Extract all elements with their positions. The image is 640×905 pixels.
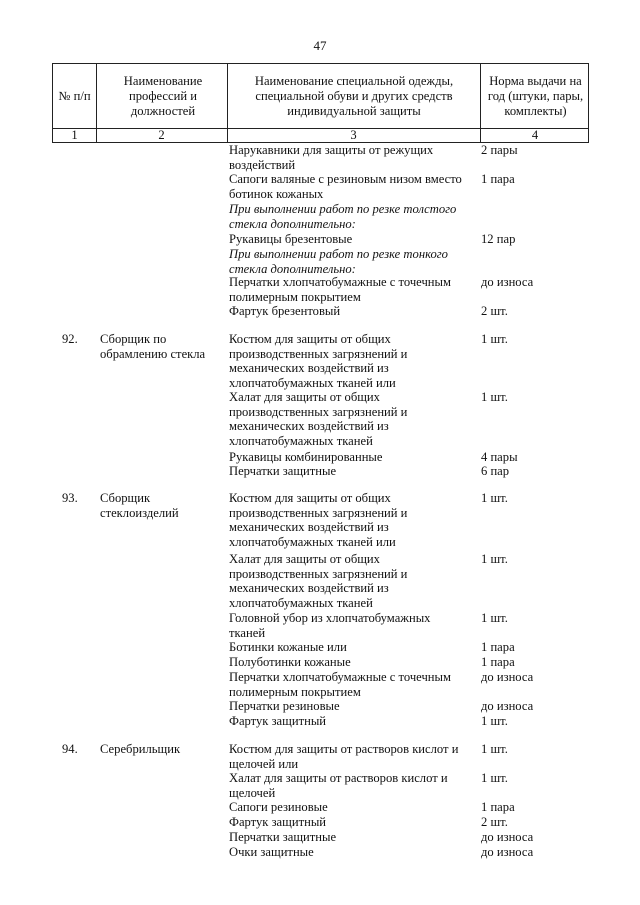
profession-name: Сборщик [100,491,151,505]
issue-norm: 4 пары [481,450,518,464]
equipment-item: Костюм для защиты от общих [229,332,391,346]
equipment-item: механических воздействий из [229,419,389,434]
profession-name: Сборщик по [100,332,167,346]
condition-note: При выполнении работ по резке толстого [229,202,457,216]
issue-norm: 1 шт. [481,742,508,756]
header-number: № п/п [58,88,91,103]
equipment-item: Очки защитные [229,845,314,859]
issue-norm: до износа [481,670,534,684]
equipment-item: щелочей [229,785,276,800]
equipment-item: полимерным покрытием [229,684,361,699]
equipment-item: Перчатки резиновые [229,699,340,713]
issue-norm: до износа [481,699,534,713]
equipment-item: ботинок кожаных [229,186,324,201]
equipment-item: хлопчатобумажных тканей [229,596,373,611]
equipment-item: Рукавицы комбинированные [229,450,383,464]
profession-name: Серебрильщик [100,742,181,756]
equipment-item: Костюм для защиты от общих [229,491,391,505]
issue-norm: 2 пары [481,143,518,157]
equipment-item: Перчатки защитные [229,830,337,844]
issue-norm: 2 шт. [481,815,508,829]
issue-norm: до износа [481,845,534,859]
header-profession: Наименование профессий и должностей [123,73,203,118]
row-number: 92. [62,332,78,346]
issue-norm: 1 шт. [481,771,508,785]
issue-norm: 1 шт. [481,332,508,346]
equipment-item: Перчатки хлопчатобумажные с точечным [229,670,451,684]
issue-norm: до износа [481,275,534,289]
issue-norm: 1 пара [481,640,515,654]
condition-note: стекла дополнительно: [229,261,356,276]
column-number: 3 [350,128,357,142]
equipment-item: Фартук защитный [229,815,327,829]
equipment-item: производственных загрязнений и [229,505,408,520]
equipment-item: полимерным покрытием [229,289,361,304]
equipment-item: Сапоги валяные с резиновым низом вместо [229,172,462,186]
equipment-item: механических воздействий из [229,361,389,376]
issue-norm: 1 шт. [481,390,508,404]
equipment-item: Фартук защитный [229,714,327,728]
equipment-item: Перчатки хлопчатобумажные с точечным [229,275,451,289]
row-number: 93. [62,491,78,505]
equipment-item: производственных загрязнений и [229,566,408,581]
equipment-item: Фартук брезентовый [229,304,341,318]
column-number: 2 [158,128,165,142]
page-number: 47 [313,38,327,53]
equipment-item: щелочей или [229,756,299,771]
condition-note: стекла дополнительно: [229,216,356,231]
equipment-item: Головной убор из хлопчатобумажных [229,611,431,625]
equipment-item: Нарукавники для защиты от режущих [229,143,434,157]
equipment-item: хлопчатобумажных тканей или [229,376,396,391]
column-number: 4 [531,128,539,142]
equipment-item: воздействий [229,157,296,172]
equipment-item: Ботинки кожаные или [229,640,347,654]
issue-norm: 6 пар [481,464,510,478]
issue-norm: 1 пара [481,655,515,669]
equipment-item: хлопчатобумажных тканей [229,434,373,449]
equipment-item: Халат для защиты от общих [229,390,380,404]
issue-norm: 1 шт. [481,611,508,625]
issue-norm: 1 пара [481,800,515,814]
issue-norm: 1 шт. [481,491,508,505]
equipment-item: механических воздействий из [229,520,389,535]
equipment-item: производственных загрязнений и [229,404,408,419]
equipment-item: Халат для защиты от растворов кислот и [229,771,448,785]
equipment-item: механических воздействий из [229,581,389,596]
profession-name: обрамлению стекла [100,346,206,361]
profession-name: стеклоизделий [100,505,179,520]
equipment-item: производственных загрязнений и [229,346,408,361]
header-norm: Норма выдачи на год (штуки, пары, комплекты) [487,73,584,118]
issue-norm: 1 шт. [481,552,508,566]
row-number: 94. [62,742,78,756]
column-number: 1 [71,128,78,142]
issue-norm: до износа [481,830,534,844]
equipment-item: тканей [229,625,266,640]
equipment-item: Полуботинки кожаные [229,655,351,669]
equipment-item: хлопчатобумажных тканей или [229,535,396,550]
header-equipment: Наименование специальной одежды, специальной обуви и других средств индивидуальной защиты [254,73,454,118]
condition-note: При выполнении работ по резке тонкого [229,247,448,261]
issue-norm: 1 пара [481,172,515,186]
table-header [52,63,589,143]
equipment-item: Рукавицы брезентовые [229,232,353,246]
equipment-item: Сапоги резиновые [229,800,328,814]
issue-norm: 2 шт. [481,304,508,318]
issue-norm: 1 шт. [481,714,508,728]
equipment-item: Халат для защиты от общих [229,552,380,566]
equipment-item: Перчатки защитные [229,464,337,478]
issue-norm: 12 пар [481,232,516,246]
equipment-item: Костюм для защиты от растворов кислот и [229,742,459,756]
